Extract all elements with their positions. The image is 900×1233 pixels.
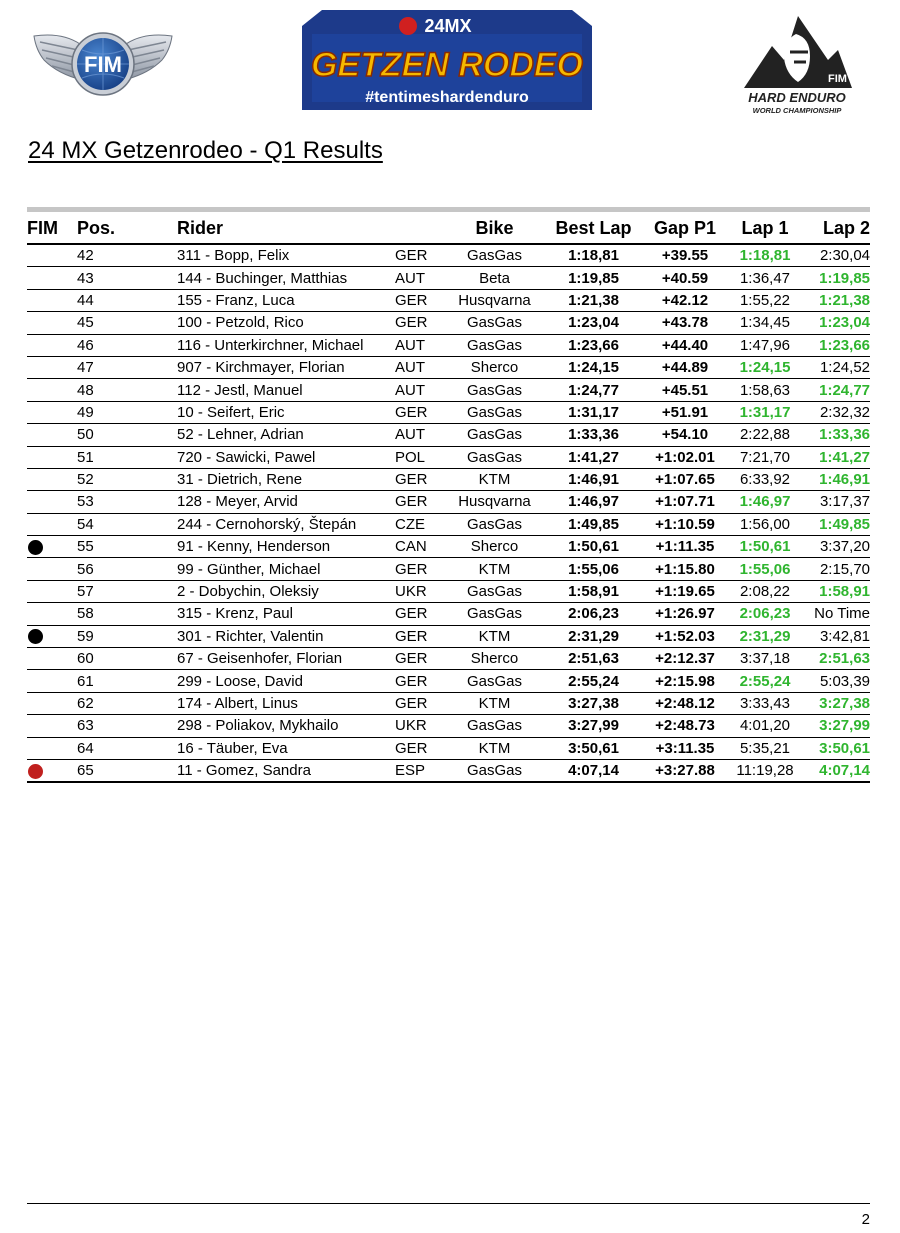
- cell-fim-marker: [27, 603, 77, 625]
- cell-lap-2: 3:50,61: [801, 737, 870, 759]
- cell-gap-p1: +1:11.35: [641, 536, 729, 558]
- cell-rider: 299 - Loose, David: [177, 670, 395, 692]
- cell-lap-1: 1:36,47: [729, 267, 801, 289]
- cell-fim-marker: [27, 737, 77, 759]
- cell-rider: 720 - Sawicki, Pawel: [177, 446, 395, 468]
- cell-best-lap: 1:46,97: [546, 491, 641, 513]
- cell-gap-p1: +2:12.37: [641, 648, 729, 670]
- cell-bike: KTM: [443, 625, 546, 647]
- cell-lap-1: 5:35,21: [729, 737, 801, 759]
- cell-lap-2: 3:37,20: [801, 536, 870, 558]
- table-row: [27, 446, 870, 468]
- cell-lap-2: 3:17,37: [801, 491, 870, 513]
- cell-lap-1: 4:01,20: [729, 715, 801, 737]
- cell-lap-2: 1:21,38: [801, 289, 870, 311]
- cell-bike: GasGas: [443, 244, 546, 267]
- cell-lap-2: 1:58,91: [801, 580, 870, 602]
- column-header-lap-2: Lap 2: [801, 213, 870, 244]
- cell-bike: GasGas: [443, 759, 546, 782]
- table-row: [27, 670, 870, 692]
- cell-lap-1: 1:34,45: [729, 312, 801, 334]
- cell-bike: GasGas: [443, 603, 546, 625]
- cell-best-lap: 1:31,17: [546, 401, 641, 423]
- table-row: [27, 334, 870, 356]
- cell-gap-p1: +1:02.01: [641, 446, 729, 468]
- cell-lap-1: 3:33,43: [729, 692, 801, 714]
- cell-bike: GasGas: [443, 379, 546, 401]
- cell-gap-p1: +51.91: [641, 401, 729, 423]
- cell-lap-2: 2:15,70: [801, 558, 870, 580]
- cell-fim-marker: [27, 580, 77, 602]
- cell-rider: 174 - Albert, Linus: [177, 692, 395, 714]
- cell-nation: CZE: [395, 513, 443, 535]
- cell-rider: 100 - Petzold, Rico: [177, 312, 395, 334]
- cell-gap-p1: +54.10: [641, 424, 729, 446]
- cell-gap-p1: +43.78: [641, 312, 729, 334]
- championship-logo-line2: WORLD CHAMPIONSHIP: [752, 106, 842, 115]
- cell-lap-1: 1:46,97: [729, 491, 801, 513]
- cell-best-lap: 2:06,23: [546, 603, 641, 625]
- cell-lap-2: 1:19,85: [801, 267, 870, 289]
- cell-nation: GER: [395, 603, 443, 625]
- cell-bike: Sherco: [443, 648, 546, 670]
- cell-gap-p1: +45.51: [641, 379, 729, 401]
- cell-fim-marker: [27, 446, 77, 468]
- black-dot-icon: [28, 629, 43, 644]
- cell-nation: GER: [395, 737, 443, 759]
- cell-rider: 2 - Dobychin, Oleksiy: [177, 580, 395, 602]
- cell-pos: 48: [77, 379, 177, 401]
- cell-bike: Sherco: [443, 356, 546, 378]
- cell-best-lap: 1:24,77: [546, 379, 641, 401]
- cell-fim-marker: [27, 513, 77, 535]
- cell-lap-2: 4:07,14: [801, 759, 870, 782]
- cell-bike: KTM: [443, 692, 546, 714]
- cell-lap-2: 2:32,32: [801, 401, 870, 423]
- cell-nation: UKR: [395, 580, 443, 602]
- cell-best-lap: 1:23,66: [546, 334, 641, 356]
- cell-gap-p1: +44.40: [641, 334, 729, 356]
- cell-lap-2: 1:33,36: [801, 424, 870, 446]
- cell-bike: KTM: [443, 737, 546, 759]
- column-header-best-lap: Best Lap: [546, 213, 641, 244]
- cell-bike: KTM: [443, 468, 546, 490]
- cell-pos: 50: [77, 424, 177, 446]
- cell-fim-marker: [27, 468, 77, 490]
- red-dot-icon: [28, 764, 43, 779]
- table-row: [27, 244, 870, 267]
- cell-fim-marker: [27, 670, 77, 692]
- event-logo-top: 24MX: [424, 16, 472, 36]
- cell-bike: Beta: [443, 267, 546, 289]
- cell-lap-2: 3:27,99: [801, 715, 870, 737]
- cell-best-lap: 1:46,91: [546, 468, 641, 490]
- table-row: [27, 737, 870, 759]
- cell-bike: KTM: [443, 558, 546, 580]
- cell-pos: 44: [77, 289, 177, 311]
- cell-pos: 57: [77, 580, 177, 602]
- cell-bike: GasGas: [443, 401, 546, 423]
- cell-pos: 46: [77, 334, 177, 356]
- table-row: [27, 312, 870, 334]
- cell-gap-p1: +39.55: [641, 244, 729, 267]
- cell-nation: AUT: [395, 356, 443, 378]
- cell-nation: GER: [395, 312, 443, 334]
- cell-pos: 56: [77, 558, 177, 580]
- cell-lap-1: 1:55,06: [729, 558, 801, 580]
- cell-bike: GasGas: [443, 513, 546, 535]
- cell-lap-1: 2:31,29: [729, 625, 801, 647]
- event-logo-main: GETZEN RODEO: [310, 46, 584, 84]
- cell-lap-1: 6:33,92: [729, 468, 801, 490]
- cell-bike: GasGas: [443, 334, 546, 356]
- cell-gap-p1: +3:11.35: [641, 737, 729, 759]
- cell-fim-marker: [27, 625, 77, 647]
- cell-best-lap: 1:58,91: [546, 580, 641, 602]
- cell-pos: 64: [77, 737, 177, 759]
- table-row: [27, 468, 870, 490]
- cell-lap-1: 3:37,18: [729, 648, 801, 670]
- cell-bike: GasGas: [443, 715, 546, 737]
- championship-logo-line1: HARD ENDURO: [748, 90, 846, 105]
- cell-fim-marker: [27, 424, 77, 446]
- cell-nation: GER: [395, 401, 443, 423]
- cell-nation: AUT: [395, 267, 443, 289]
- cell-lap-1: 1:50,61: [729, 536, 801, 558]
- cell-pos: 61: [77, 670, 177, 692]
- cell-lap-2: No Time: [801, 603, 870, 625]
- cell-rider: 144 - Buchinger, Matthias: [177, 267, 395, 289]
- cell-gap-p1: +1:07.71: [641, 491, 729, 513]
- cell-lap-2: 3:42,81: [801, 625, 870, 647]
- cell-pos: 43: [77, 267, 177, 289]
- cell-lap-1: 1:18,81: [729, 244, 801, 267]
- table-row: [27, 625, 870, 647]
- cell-bike: Husqvarna: [443, 491, 546, 513]
- cell-rider: 116 - Unterkirchner, Michael: [177, 334, 395, 356]
- cell-nation: GER: [395, 468, 443, 490]
- cell-pos: 45: [77, 312, 177, 334]
- table-row: [27, 267, 870, 289]
- cell-pos: 54: [77, 513, 177, 535]
- cell-pos: 63: [77, 715, 177, 737]
- cell-nation: POL: [395, 446, 443, 468]
- cell-lap-2: 1:24,77: [801, 379, 870, 401]
- column-header-rider: Rider: [177, 213, 395, 244]
- cell-gap-p1: +3:27.88: [641, 759, 729, 782]
- cell-lap-1: 1:24,15: [729, 356, 801, 378]
- footer-divider: [27, 1203, 870, 1204]
- table-row: [27, 580, 870, 602]
- cell-pos: 58: [77, 603, 177, 625]
- cell-lap-1: 7:21,70: [729, 446, 801, 468]
- column-header-fim: FIM: [27, 213, 77, 244]
- cell-fim-marker: [27, 648, 77, 670]
- cell-rider: 16 - Täuber, Eva: [177, 737, 395, 759]
- cell-nation: GER: [395, 625, 443, 647]
- cell-best-lap: 2:51,63: [546, 648, 641, 670]
- cell-fim-marker: [27, 558, 77, 580]
- cell-lap-2: 1:49,85: [801, 513, 870, 535]
- cell-gap-p1: +2:48.12: [641, 692, 729, 714]
- cell-lap-1: 2:08,22: [729, 580, 801, 602]
- cell-lap-2: 2:30,04: [801, 244, 870, 267]
- cell-bike: GasGas: [443, 312, 546, 334]
- column-header-nation: [395, 213, 443, 244]
- cell-best-lap: 1:18,81: [546, 244, 641, 267]
- cell-gap-p1: +1:10.59: [641, 513, 729, 535]
- cell-nation: CAN: [395, 536, 443, 558]
- cell-rider: 10 - Seifert, Eric: [177, 401, 395, 423]
- cell-pos: 65: [77, 759, 177, 782]
- cell-pos: 51: [77, 446, 177, 468]
- results-body: [27, 244, 870, 782]
- cell-nation: AUT: [395, 424, 443, 446]
- cell-gap-p1: +1:26.97: [641, 603, 729, 625]
- cell-rider: 301 - Richter, Valentin: [177, 625, 395, 647]
- cell-gap-p1: +1:52.03: [641, 625, 729, 647]
- cell-lap-1: 1:31,17: [729, 401, 801, 423]
- cell-rider: 11 - Gomez, Sandra: [177, 759, 395, 782]
- cell-fim-marker: [27, 491, 77, 513]
- cell-fim-marker: [27, 289, 77, 311]
- cell-fim-marker: [27, 267, 77, 289]
- cell-best-lap: 1:55,06: [546, 558, 641, 580]
- table-row: [27, 715, 870, 737]
- cell-rider: 298 - Poliakov, Mykhailo: [177, 715, 395, 737]
- cell-lap-2: 1:23,66: [801, 334, 870, 356]
- cell-lap-1: 1:56,00: [729, 513, 801, 535]
- cell-lap-2: 1:41,27: [801, 446, 870, 468]
- cell-best-lap: 1:23,04: [546, 312, 641, 334]
- cell-lap-2: 3:27,38: [801, 692, 870, 714]
- cell-fim-marker: [27, 379, 77, 401]
- cell-nation: GER: [395, 558, 443, 580]
- fim-logo-text: FIM: [84, 52, 122, 77]
- cell-pos: 62: [77, 692, 177, 714]
- cell-nation: UKR: [395, 715, 443, 737]
- cell-best-lap: 1:21,38: [546, 289, 641, 311]
- column-header-bike: Bike: [443, 213, 546, 244]
- cell-rider: 907 - Kirchmayer, Florian: [177, 356, 395, 378]
- cell-gap-p1: +40.59: [641, 267, 729, 289]
- cell-lap-2: 1:24,52: [801, 356, 870, 378]
- cell-best-lap: 4:07,14: [546, 759, 641, 782]
- cell-fim-marker: [27, 536, 77, 558]
- cell-bike: Sherco: [443, 536, 546, 558]
- championship-logo-badge: FIM: [828, 73, 847, 85]
- cell-nation: AUT: [395, 379, 443, 401]
- cell-lap-1: 1:58,63: [729, 379, 801, 401]
- cell-lap-1: 2:22,88: [729, 424, 801, 446]
- cell-lap-1: 2:55,24: [729, 670, 801, 692]
- cell-bike: GasGas: [443, 670, 546, 692]
- table-row: [27, 289, 870, 311]
- event-logo-tagline: #tentimeshardenduro: [365, 89, 529, 106]
- cell-nation: GER: [395, 491, 443, 513]
- cell-nation: GER: [395, 289, 443, 311]
- cell-pos: 60: [77, 648, 177, 670]
- cell-fim-marker: [27, 312, 77, 334]
- cell-fim-marker: [27, 715, 77, 737]
- table-row: [27, 648, 870, 670]
- cell-pos: 55: [77, 536, 177, 558]
- cell-best-lap: 3:27,99: [546, 715, 641, 737]
- cell-rider: 311 - Bopp, Felix: [177, 244, 395, 267]
- cell-lap-2: 5:03,39: [801, 670, 870, 692]
- cell-pos: 53: [77, 491, 177, 513]
- cell-best-lap: 1:24,15: [546, 356, 641, 378]
- cell-best-lap: 3:27,38: [546, 692, 641, 714]
- cell-bike: GasGas: [443, 424, 546, 446]
- cell-rider: 155 - Franz, Luca: [177, 289, 395, 311]
- cell-lap-2: 1:23,04: [801, 312, 870, 334]
- hard-enduro-championship-logo: [738, 12, 856, 116]
- table-row: [27, 558, 870, 580]
- cell-nation: GER: [395, 244, 443, 267]
- cell-best-lap: 3:50,61: [546, 737, 641, 759]
- cell-best-lap: 2:55,24: [546, 670, 641, 692]
- cell-bike: Husqvarna: [443, 289, 546, 311]
- page-title: 24 MX Getzenrodeo - Q1 Results: [28, 137, 383, 164]
- cell-rider: 315 - Krenz, Paul: [177, 603, 395, 625]
- cell-fim-marker: [27, 401, 77, 423]
- table-row: [27, 536, 870, 558]
- cell-rider: 112 - Jestl, Manuel: [177, 379, 395, 401]
- cell-pos: 42: [77, 244, 177, 267]
- cell-fim-marker: [27, 692, 77, 714]
- cell-nation: ESP: [395, 759, 443, 782]
- table-row: [27, 424, 870, 446]
- cell-fim-marker: [27, 334, 77, 356]
- cell-gap-p1: +44.89: [641, 356, 729, 378]
- cell-pos: 47: [77, 356, 177, 378]
- table-row: [27, 513, 870, 535]
- cell-gap-p1: +2:15.98: [641, 670, 729, 692]
- column-header-lap-1: Lap 1: [729, 213, 801, 244]
- cell-nation: GER: [395, 648, 443, 670]
- cell-rider: 31 - Dietrich, Rene: [177, 468, 395, 490]
- cell-fim-marker: [27, 244, 77, 267]
- cell-lap-1: 2:06,23: [729, 603, 801, 625]
- cell-best-lap: 1:49,85: [546, 513, 641, 535]
- getzenrodeo-logo: [298, 4, 596, 112]
- cell-pos: 49: [77, 401, 177, 423]
- cell-nation: GER: [395, 670, 443, 692]
- cell-rider: 67 - Geisenhofer, Florian: [177, 648, 395, 670]
- cell-nation: AUT: [395, 334, 443, 356]
- cell-lap-1: 11:19,28: [729, 759, 801, 782]
- table-row: [27, 759, 870, 782]
- cell-bike: GasGas: [443, 580, 546, 602]
- cell-lap-2: 1:46,91: [801, 468, 870, 490]
- cell-pos: 59: [77, 625, 177, 647]
- results-table: [27, 213, 870, 783]
- cell-rider: 99 - Günther, Michael: [177, 558, 395, 580]
- cell-rider: 52 - Lehner, Adrian: [177, 424, 395, 446]
- cell-rider: 244 - Cernohorský, Štepán: [177, 513, 395, 535]
- table-header-row: [27, 213, 870, 244]
- cell-rider: 91 - Kenny, Henderson: [177, 536, 395, 558]
- cell-nation: GER: [395, 692, 443, 714]
- cell-fim-marker: [27, 356, 77, 378]
- cell-gap-p1: +1:19.65: [641, 580, 729, 602]
- cell-gap-p1: +1:07.65: [641, 468, 729, 490]
- table-row: [27, 692, 870, 714]
- table-row: [27, 491, 870, 513]
- cell-best-lap: 1:41,27: [546, 446, 641, 468]
- cell-gap-p1: +1:15.80: [641, 558, 729, 580]
- page-number: 2: [861, 1211, 870, 1228]
- cell-gap-p1: +42.12: [641, 289, 729, 311]
- cell-best-lap: 1:33,36: [546, 424, 641, 446]
- column-header-pos: Pos.: [77, 213, 177, 244]
- cell-lap-1: 1:55,22: [729, 289, 801, 311]
- table-row: [27, 401, 870, 423]
- header-divider: [27, 207, 870, 212]
- cell-best-lap: 1:50,61: [546, 536, 641, 558]
- table-row: [27, 379, 870, 401]
- table-row: [27, 356, 870, 378]
- cell-fim-marker: [27, 759, 77, 782]
- table-row: [27, 603, 870, 625]
- cell-bike: GasGas: [443, 446, 546, 468]
- cell-best-lap: 1:19,85: [546, 267, 641, 289]
- cell-lap-2: 2:51,63: [801, 648, 870, 670]
- cell-lap-1: 1:47,96: [729, 334, 801, 356]
- column-header-gap-p1: Gap P1: [641, 213, 729, 244]
- cell-best-lap: 2:31,29: [546, 625, 641, 647]
- black-dot-icon: [28, 540, 43, 555]
- cell-rider: 128 - Meyer, Arvid: [177, 491, 395, 513]
- cell-gap-p1: +2:48.73: [641, 715, 729, 737]
- fim-logo: [32, 20, 174, 106]
- cell-pos: 52: [77, 468, 177, 490]
